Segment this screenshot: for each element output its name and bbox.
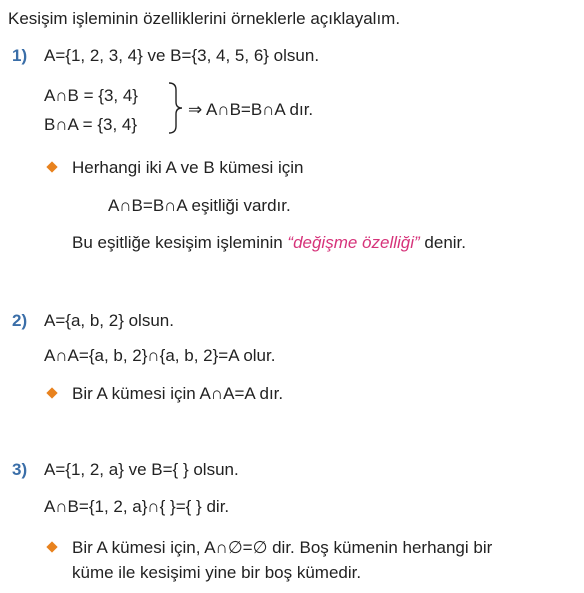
bullet-diamond-icon — [46, 387, 57, 398]
example-1-line-b: B∩A = {3, 4} — [44, 115, 138, 134]
example-2-calc: A∩A={a, b, 2}∩{a, b, 2}=A olur. — [44, 346, 276, 365]
example-3-bullet-line-1: Bir A kümesi için, A∩∅=∅ dir. Boş kümenin herhangi bir — [72, 538, 493, 557]
note-suffix: denir. — [419, 233, 466, 252]
example-3-number: 3) — [12, 460, 28, 479]
example-1-result: ⇒ A∩B=B∩A dır. — [188, 100, 314, 119]
example-2-number: 2) — [12, 311, 28, 330]
note-emphasis: “değişme özelliği” — [287, 233, 420, 252]
example-1-bullet-cont: A∩B=B∩A eşitliği vardır. — [108, 196, 291, 215]
example-1-bullet: Herhangi iki A ve B kümesi için — [72, 158, 304, 177]
example-1-note — [72, 233, 466, 253]
example-1-number: 1) — [12, 46, 28, 65]
bullet-diamond-icon — [46, 161, 57, 172]
example-3-calc: A∩B={1, 2, a}∩{ }={ } dir. — [44, 497, 230, 516]
bullet-diamond-icon — [46, 541, 57, 552]
example-1-line-a: A∩B = {3, 4} — [44, 86, 138, 105]
example-2-bullet: Bir A kümesi için A∩A=A dır. — [72, 384, 284, 403]
example-3-bullet-line-2: küme ile kesişimi yine bir boş kümedir. — [72, 563, 362, 582]
example-3-statement: A={1, 2, a} ve B={ } olsun. — [44, 460, 239, 479]
example-1-statement: A={1, 2, 3, 4} ve B={3, 4, 5, 6} olsun. — [44, 46, 320, 65]
note-prefix: Bu eşitliğe kesişim işleminin — [72, 233, 288, 252]
example-2-statement: A={a, b, 2} olsun. — [44, 311, 174, 330]
intro-text: Kesişim işleminin özelliklerini örneklerle açıklayalım. — [8, 9, 401, 28]
